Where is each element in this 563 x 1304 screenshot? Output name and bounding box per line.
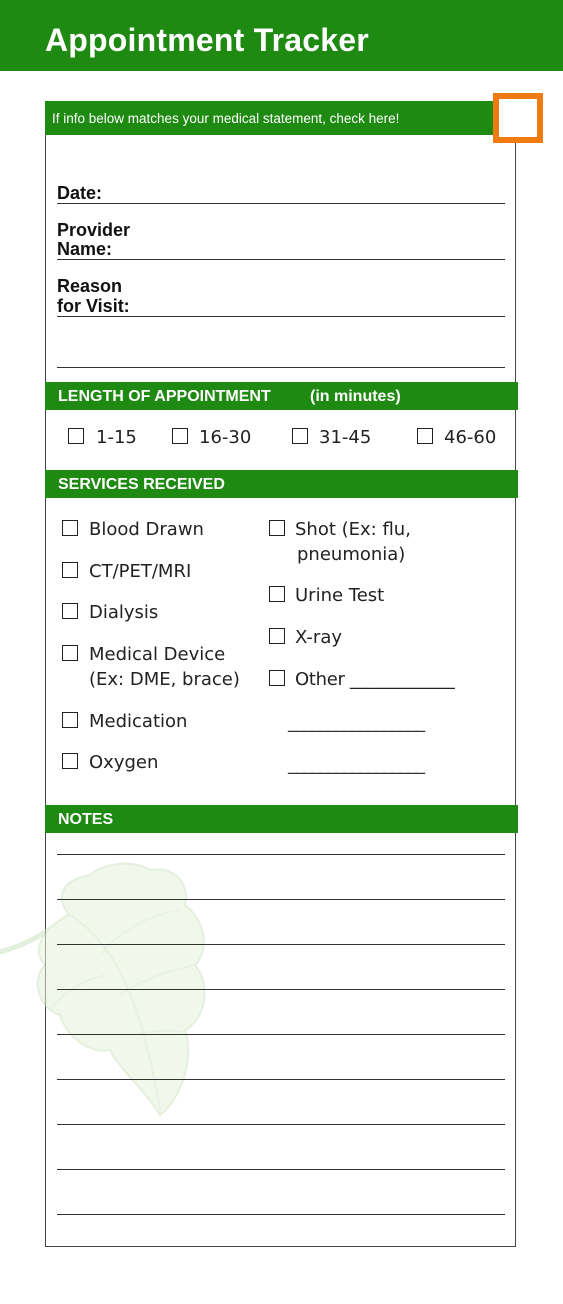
length-section-title: LENGTH OF APPOINTMENT	[58, 388, 271, 405]
length-1-15-checkbox[interactable]	[68, 428, 84, 444]
service-medical-device-example: (Ex: DME, brace)	[89, 669, 240, 690]
service-oxygen-label: Oxygen	[89, 752, 159, 773]
header-bar	[0, 0, 563, 71]
provider-label-line1: Provider	[57, 220, 131, 240]
reason-label-line1: Reason	[57, 276, 123, 296]
service-oxygen-checkbox[interactable]	[62, 753, 78, 769]
date-label: Date:	[57, 183, 103, 203]
service-shot-checkbox[interactable]	[269, 520, 285, 536]
service-ct-pet-mri-checkbox[interactable]	[62, 562, 78, 578]
service-shot-label: Shot (Ex: flu,	[295, 519, 411, 540]
service-ct-pet-mri-label: CT/PET/MRI	[89, 561, 192, 582]
notes-section-title: NOTES	[58, 811, 114, 828]
other-blank-line-1[interactable]: _________________	[288, 712, 424, 733]
notes-line[interactable]	[57, 854, 505, 855]
services-section-bar	[45, 470, 518, 498]
service-urine-test-label: Urine Test	[295, 585, 385, 606]
length-section-bar	[45, 382, 518, 410]
service-xray-label: X-ray	[295, 627, 343, 648]
notes-line[interactable]	[57, 899, 505, 900]
length-16-30-checkbox[interactable]	[172, 428, 188, 444]
reason-label-line2: for Visit:	[57, 296, 130, 316]
reason-line[interactable]	[57, 316, 505, 317]
service-blood-drawn-checkbox[interactable]	[62, 520, 78, 536]
date-line[interactable]	[57, 203, 505, 204]
service-medication-checkbox[interactable]	[62, 712, 78, 728]
notes-line[interactable]	[57, 944, 505, 945]
notes-line[interactable]	[57, 1124, 505, 1125]
service-shot-example: pneumonia)	[297, 544, 406, 565]
length-46-60-label: 46-60	[444, 427, 497, 448]
notes-line[interactable]	[57, 1079, 505, 1080]
length-31-45-label: 31-45	[319, 427, 372, 448]
notes-line[interactable]	[57, 1034, 505, 1035]
length-1-15-label: 1-15	[96, 427, 137, 448]
service-dialysis-label: Dialysis	[89, 602, 159, 623]
reason-line-extra[interactable]	[57, 367, 505, 368]
statement-bar	[45, 101, 518, 135]
page-title: Appointment Tracker	[45, 22, 369, 58]
service-dialysis-checkbox[interactable]	[62, 603, 78, 619]
length-section-subtitle: (in minutes)	[310, 388, 401, 405]
statement-text: If info below matches your medical statement, check here!	[52, 111, 400, 126]
provider-label-line2: Name:	[57, 239, 113, 259]
notes-line[interactable]	[57, 989, 505, 990]
service-medication-label: Medication	[89, 711, 188, 732]
other-blank-line-2[interactable]: _________________	[288, 754, 424, 775]
length-31-45-checkbox[interactable]	[292, 428, 308, 444]
service-medical-device-label: Medical Device	[89, 644, 226, 665]
service-medical-device-checkbox[interactable]	[62, 645, 78, 661]
service-blood-drawn-label: Blood Drawn	[89, 519, 204, 540]
provider-line[interactable]	[57, 259, 505, 260]
length-16-30-label: 16-30	[199, 427, 252, 448]
length-46-60-checkbox[interactable]	[417, 428, 433, 444]
notes-section-bar	[45, 805, 518, 833]
services-section-title: SERVICES RECEIVED	[58, 476, 225, 493]
notes-line[interactable]	[57, 1214, 505, 1215]
service-urine-test-checkbox[interactable]	[269, 586, 285, 602]
service-other-checkbox[interactable]	[269, 670, 285, 686]
statement-match-checkbox[interactable]	[493, 93, 543, 143]
service-xray-checkbox[interactable]	[269, 628, 285, 644]
service-other-label[interactable]: Other ____________	[295, 669, 455, 690]
notes-line[interactable]	[57, 1169, 505, 1170]
